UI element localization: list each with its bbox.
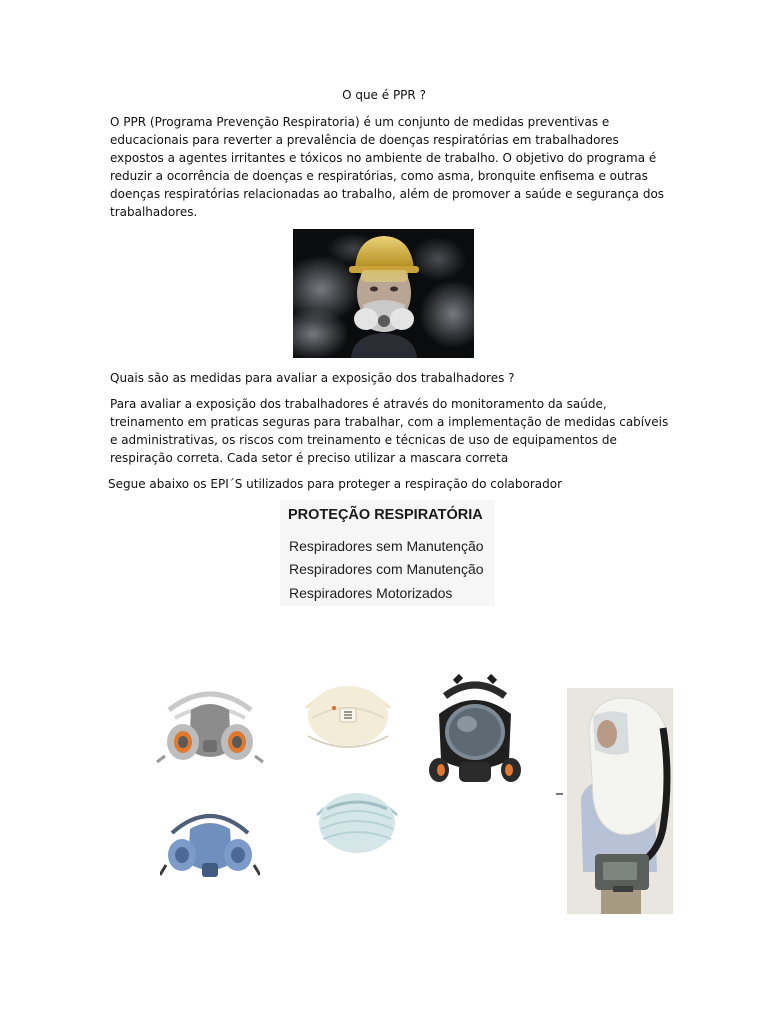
blue-half-mask-image [160,805,260,885]
protection-item: Respiradores sem Manutenção [289,538,484,554]
disposable-mask-image [313,785,401,857]
intro-paragraph: O PPR (Programa Prevenção Respiratoria) é um conjunto de medidas preventivas e educacionais para reverter a prevalência de doenças respiratórias em trabalhadores expostos a agentes irritantes e tóxicos no ambiente de trabalho. O objetivo do programa é reduzir a ocorrência de doenças e respiratórias, como asma, bronquite enfisema e outras doenças respiratórias relacionadas ao trabalho, além de promover a saúde e segurança dos trabalhadores. [110,115,665,219]
powered-hood-respirator-image [567,688,673,914]
exposure-question: Quais são as medidas para avaliar a exposição dos trabalhadores ? [110,371,515,385]
exposure-answer: Para avaliar a exposição dos trabalhadores é através do monitoramento da saúde, treinamento em praticas seguras para trabalhar, com a implementação de medidas cabíveis e administrativas, os riscos com treinamento e técnicas de uso de equipamentos de respiração correta. Cada setor é preciso utilizar a mascara correta [110,397,669,465]
epi-intro: Segue abaixo os EPI´S utilizados para proteger a respiração do colaborador [108,477,563,491]
separator-dash [556,793,563,795]
half-face-respirator-image [155,680,265,772]
worker-respirator-photo [293,229,474,358]
protection-item: Respiradores com Manutenção [289,561,484,577]
full-face-respirator-image [425,674,525,796]
protection-item: Respiradores Motorizados [289,585,453,601]
protection-title: PROTEÇÃO RESPIRATÓRIA [288,507,483,523]
page-title: O que é PPR ? [342,88,426,102]
disposable-valve-mask-image [300,678,396,754]
respiratory-protection-box [280,500,495,606]
